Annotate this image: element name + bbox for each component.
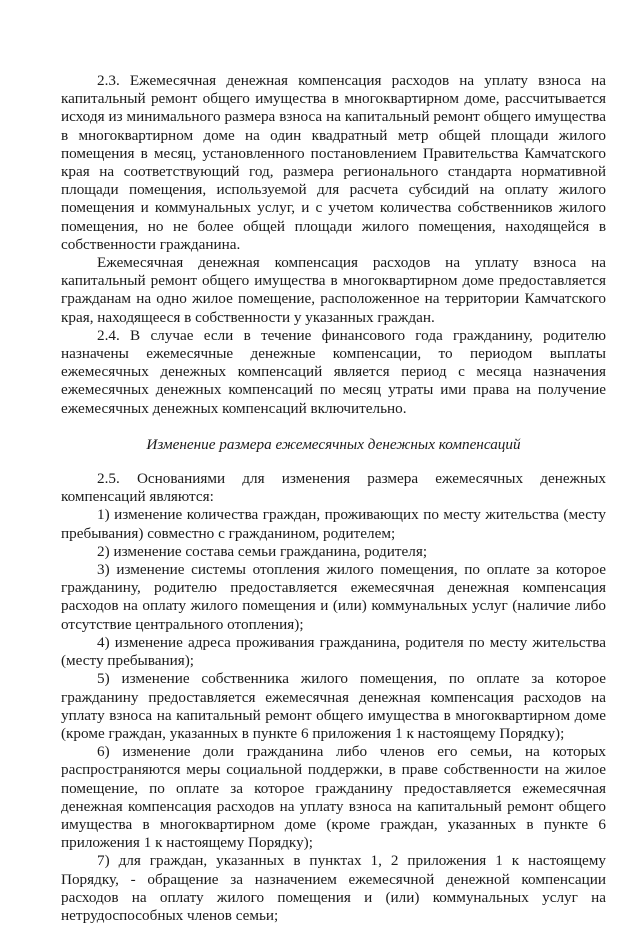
section-heading: Изменение размера ежемесячных денежных компенсаций [146,435,521,453]
list-item-5: 5) изменение собственника жилого помещения, по оплате за которое гражданину предоставляется ежемесячная денежная компенсация расходов на уплату взноса на капитальный ремонт общего имущества в многоквартирном доме (кроме граждан, указанных в пункте 6 приложения 1 к настоящему Порядку); [61,670,606,742]
paragraph-2-3: 2.3. Ежемесячная денежная компенсация расходов на уплату взноса на капитальный ремонт общего имущества в многоквартирном доме, рассчитывается исходя из минимального размера взноса на капитальный ремонт общего имущества в многоквартирном доме на один квадратный метр общей площади жилого помещения в месяц, установленного постановлением Правительства Камчатского края на соответствующий год, размера регионального стандарта нормативной площади помещения, используемой для расчета субсидий на оплату жилого помещения и коммунальных услуг, и с учетом количества собственников жилого помещения, но не более общей площади жилого помещения, находящейся в собственности гражданина. [61,72,606,253]
list-item-3: 3) изменение системы отопления жилого помещения, по оплате за которое гражданину, родителю предоставляется ежемесячная денежная компенсация расходов на оплату жилого помещения и (или) коммунальных услуг (наличие либо отсутствие центрального отопления); [61,561,606,633]
list-item-4: 4) изменение адреса проживания гражданина, родителя по месту жительства (месту пребывания); [61,633,606,670]
paragraph-2-3-continued: Ежемесячная денежная компенсация расходов на уплату взноса на капитальный ремонт общего имущества в многоквартирном доме предоставляется гражданам на одно жилое помещение, расположенное на территории Камчатского края, находящееся в собственности у указанных граждан. [61,254,606,326]
list-item-2: 2) изменение состава семьи гражданина, родителя; [97,542,428,560]
list-item-6: 6) изменение доли гражданина либо членов его семьи, на которых распространяются меры социальной поддержки, в праве собственности на жилое помещение, по оплате за которое гражданину предоставляется ежемесячная денежная компенсация расходов на уплату взноса на капитальный ремонт общего имущества в многоквартирном доме (кроме граждан, указанных в пункте 6 приложения 1 к настоящему Порядку); [61,743,606,852]
list-item-7: 7) для граждан, указанных в пунктах 1, 2 приложения 1 к настоящему Порядку, - обращение за назначением ежемесячной денежной компенсации расходов на оплату жилого помещения и (или) коммунальных услуг на нетрудоспособных членов семьи; [61,852,606,924]
document-body [61,72,606,925]
paragraph-2-5: 2.5. Основаниями для изменения размера ежемесячных денежных компенсаций являются: [61,470,606,506]
list-item-1: 1) изменение количества граждан, проживающих по месту жительства (месту пребывания) совместно с гражданином, родителем; [61,506,606,542]
paragraph-2-4: 2.4. В случае если в течение финансового года гражданину, родителю назначены ежемесячные денежные компенсации, то периодом выплаты ежемесячных денежных компенсаций является период с месяца назначения ежемесячных денежных компенсаций по месяц утраты ими права на получение ежемесячных денежных компенсаций включительно. [61,326,606,417]
